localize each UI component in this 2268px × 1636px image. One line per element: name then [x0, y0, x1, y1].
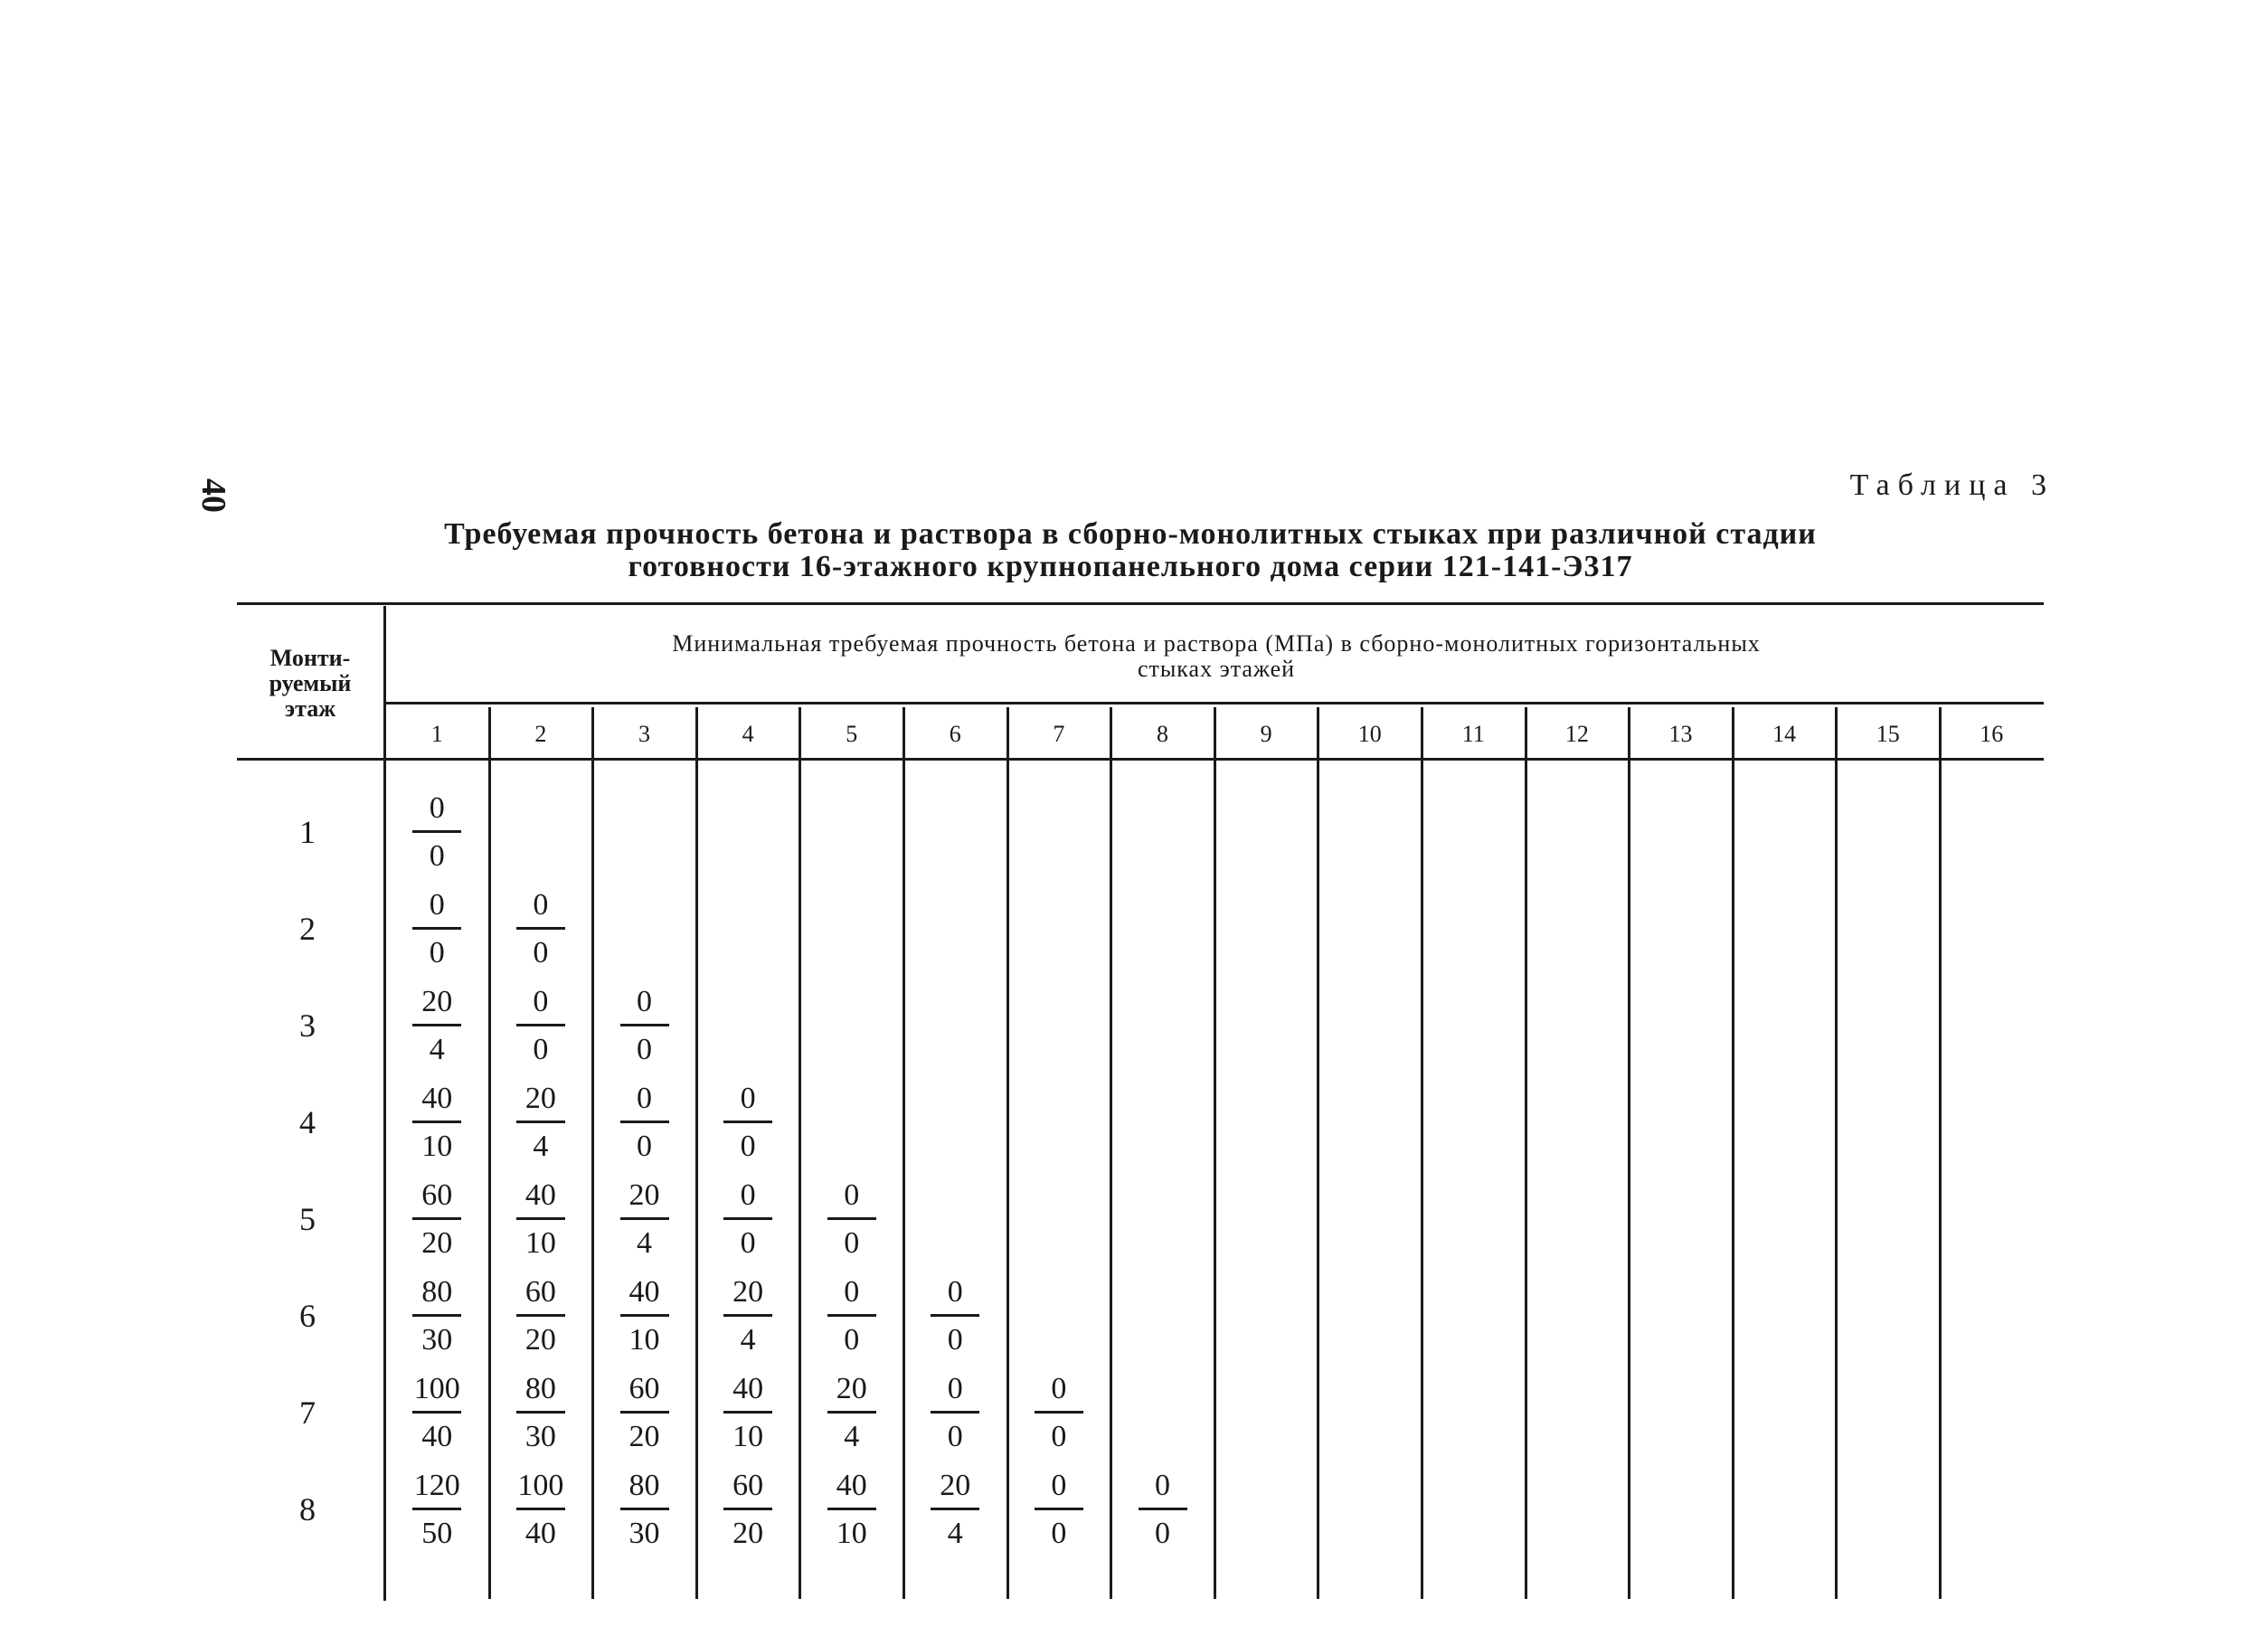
- mortar-strength-value: 4: [429, 1033, 445, 1066]
- concrete-strength-value: 40: [421, 1082, 453, 1115]
- fraction-bar: [412, 1411, 461, 1414]
- fraction-bar: [723, 1411, 772, 1414]
- floor-header-line-2: руемый: [269, 670, 352, 696]
- column-separator: [1214, 707, 1216, 1599]
- strength-fraction: [919, 1272, 991, 1360]
- column-separator: [488, 707, 491, 1599]
- concrete-strength-value: 0: [1051, 1372, 1067, 1405]
- strength-fraction: [609, 982, 681, 1070]
- column-separator: [1732, 707, 1734, 1599]
- strength-fraction: [401, 1369, 473, 1457]
- concrete-strength-value: 0: [429, 791, 445, 825]
- mortar-strength-value: 10: [421, 1130, 453, 1163]
- column-number-13: 13: [1668, 721, 1693, 747]
- fraction-bar: [412, 1508, 461, 1510]
- concrete-strength-value: 0: [637, 985, 652, 1018]
- column-separator: [1939, 707, 1942, 1599]
- concrete-strength-value: 40: [732, 1372, 764, 1405]
- floor-column-separator: [383, 606, 386, 1601]
- fraction-bar: [412, 1024, 461, 1026]
- fraction-bar: [620, 1217, 669, 1220]
- strength-fraction: [401, 885, 473, 973]
- fraction-bar: [931, 1411, 979, 1414]
- fraction-bar: [412, 1121, 461, 1123]
- table-top-rule: [237, 602, 2044, 605]
- strength-fraction: [816, 1466, 888, 1554]
- mortar-strength-value: 50: [421, 1517, 453, 1550]
- column-number-15: 15: [1876, 721, 1900, 747]
- floor-label: 4: [299, 1104, 316, 1140]
- strength-span-header: [389, 631, 2044, 682]
- concrete-strength-value: 80: [524, 1372, 556, 1405]
- concrete-strength-value: 0: [429, 888, 445, 922]
- concrete-strength-value: 0: [637, 1082, 652, 1115]
- fraction-bar: [620, 1121, 669, 1123]
- strength-fraction: [816, 1369, 888, 1457]
- fraction-bar: [1035, 1508, 1083, 1510]
- fraction-bar: [620, 1411, 669, 1414]
- mortar-strength-value: 4: [844, 1420, 860, 1453]
- table-caption-line-2: готовности 16-этажного крупнопанельного дома серии 121-141-Э317: [628, 550, 1633, 583]
- column-number-9: 9: [1260, 721, 1272, 747]
- mortar-strength-value: 0: [533, 1033, 549, 1066]
- header-bottom-rule: [237, 758, 2044, 761]
- mortar-strength-value: 0: [533, 936, 549, 969]
- fraction-bar: [516, 1024, 565, 1026]
- column-number-3: 3: [638, 721, 650, 747]
- floor-column-header: [237, 646, 383, 722]
- strength-fraction: [401, 982, 473, 1070]
- fraction-bar: [723, 1121, 772, 1123]
- strength-fraction: [609, 1466, 681, 1554]
- strength-fraction: [505, 1272, 577, 1360]
- concrete-strength-value: 60: [524, 1275, 556, 1309]
- fraction-bar: [516, 927, 565, 930]
- fraction-bar: [1139, 1508, 1187, 1510]
- column-number-10: 10: [1357, 721, 1382, 747]
- concrete-strength-value: 0: [533, 888, 549, 922]
- fraction-bar: [412, 830, 461, 833]
- strength-fraction: [919, 1369, 991, 1457]
- mortar-strength-value: 0: [637, 1130, 652, 1163]
- concrete-strength-value: 20: [940, 1469, 971, 1502]
- concrete-strength-value: 20: [421, 985, 453, 1018]
- column-separator: [591, 707, 594, 1599]
- strength-fraction: [712, 1466, 784, 1554]
- mortar-strength-value: 10: [732, 1420, 764, 1453]
- span-header-line-2: стыках этажей: [1137, 656, 1296, 682]
- fraction-bar: [412, 1314, 461, 1317]
- mortar-strength-value: 10: [628, 1323, 660, 1357]
- floor-label: 5: [299, 1201, 316, 1237]
- column-separator: [1525, 707, 1527, 1599]
- column-number-12: 12: [1564, 721, 1589, 747]
- strength-fraction: [505, 982, 577, 1070]
- fraction-bar: [516, 1508, 565, 1510]
- concrete-strength-value: 100: [413, 1372, 460, 1405]
- concrete-strength-value: 20: [628, 1178, 660, 1212]
- concrete-strength-value: 40: [524, 1178, 556, 1212]
- mortar-strength-value: 0: [740, 1226, 756, 1260]
- column-number-1: 1: [430, 721, 443, 747]
- concrete-strength-value: 0: [740, 1082, 756, 1115]
- floor-header-line-1: Монти-: [269, 645, 351, 671]
- column-separator: [1317, 707, 1319, 1599]
- strength-fraction: [401, 1272, 473, 1360]
- column-separator: [799, 707, 801, 1599]
- column-number-2: 2: [534, 721, 547, 747]
- concrete-strength-value: 40: [836, 1469, 867, 1502]
- strength-fraction: [609, 1272, 681, 1360]
- column-separator: [1835, 707, 1838, 1599]
- concrete-strength-value: 20: [836, 1372, 867, 1405]
- concrete-strength-value: 0: [947, 1275, 963, 1309]
- concrete-strength-value: 0: [844, 1275, 860, 1309]
- fraction-bar: [516, 1217, 565, 1220]
- mortar-strength-value: 4: [533, 1130, 549, 1163]
- mortar-strength-value: 0: [1051, 1517, 1067, 1550]
- mortar-strength-value: 4: [740, 1323, 756, 1357]
- fraction-bar: [827, 1411, 876, 1414]
- strength-fraction: [609, 1176, 681, 1263]
- concrete-strength-value: 80: [421, 1275, 453, 1309]
- fraction-bar: [412, 1217, 461, 1220]
- strength-fraction: [1023, 1369, 1095, 1457]
- floor-header-line-3: этаж: [284, 695, 336, 722]
- column-separator: [902, 707, 905, 1599]
- strength-fraction: [505, 1176, 577, 1263]
- fraction-bar: [516, 1314, 565, 1317]
- column-separator: [695, 707, 698, 1599]
- mortar-strength-value: 0: [740, 1130, 756, 1163]
- mortar-strength-value: 20: [421, 1226, 453, 1260]
- concrete-strength-value: 60: [628, 1372, 660, 1405]
- mortar-strength-value: 0: [947, 1420, 963, 1453]
- strength-fraction: [1127, 1466, 1199, 1554]
- fraction-bar: [723, 1217, 772, 1220]
- column-number-8: 8: [1156, 721, 1168, 747]
- mortar-strength-value: 0: [637, 1033, 652, 1066]
- column-number-5: 5: [846, 721, 858, 747]
- table-label: Таблица 3: [1849, 468, 2055, 502]
- strength-fraction: [401, 789, 473, 876]
- column-numbers-top-rule: [385, 702, 2044, 705]
- concrete-strength-value: 0: [533, 985, 549, 1018]
- span-header-line-1: Минимальная требуемая прочность бетона и раствора (МПа) в сборно-монолитных горизонтальных: [672, 630, 1761, 657]
- mortar-strength-value: 0: [844, 1226, 860, 1260]
- fraction-bar: [827, 1314, 876, 1317]
- mortar-strength-value: 4: [947, 1517, 963, 1550]
- column-number-11: 11: [1461, 721, 1485, 747]
- concrete-strength-value: 80: [628, 1469, 660, 1502]
- mortar-strength-value: 10: [836, 1517, 867, 1550]
- mortar-strength-value: 0: [1051, 1420, 1067, 1453]
- mortar-strength-value: 0: [947, 1323, 963, 1357]
- floor-label: 3: [299, 1007, 316, 1044]
- strength-fraction: [401, 1466, 473, 1554]
- fraction-bar: [412, 927, 461, 930]
- column-number-6: 6: [949, 721, 961, 747]
- concrete-strength-value: 0: [1051, 1469, 1067, 1502]
- fraction-bar: [931, 1314, 979, 1317]
- strength-fraction: [712, 1079, 784, 1167]
- concrete-strength-value: 0: [947, 1372, 963, 1405]
- strength-fraction: [919, 1466, 991, 1554]
- fraction-bar: [723, 1314, 772, 1317]
- fraction-bar: [827, 1508, 876, 1510]
- mortar-strength-value: 40: [421, 1420, 453, 1453]
- concrete-strength-value: 60: [421, 1178, 453, 1212]
- mortar-strength-value: 30: [524, 1420, 556, 1453]
- strength-fraction: [1023, 1466, 1095, 1554]
- mortar-strength-value: 30: [421, 1323, 453, 1357]
- concrete-strength-value: 100: [517, 1469, 564, 1502]
- strength-fraction: [712, 1272, 784, 1360]
- mortar-strength-value: 20: [732, 1517, 764, 1550]
- column-number-14: 14: [1772, 721, 1797, 747]
- concrete-strength-value: 20: [732, 1275, 764, 1309]
- strength-fraction: [712, 1369, 784, 1457]
- strength-fraction: [505, 885, 577, 973]
- column-number-16: 16: [1980, 721, 2004, 747]
- strength-fraction: [816, 1176, 888, 1263]
- fraction-bar: [931, 1508, 979, 1510]
- concrete-strength-value: 0: [1155, 1469, 1170, 1502]
- concrete-strength-value: 0: [740, 1178, 756, 1212]
- floor-label: 6: [299, 1298, 316, 1334]
- column-separator: [1421, 707, 1423, 1599]
- strength-fraction: [609, 1369, 681, 1457]
- table-caption-line-1: Требуемая прочность бетона и раствора в сборно-монолитных стыках при различной стадии: [444, 517, 1817, 551]
- fraction-bar: [516, 1411, 565, 1414]
- floor-label: 2: [299, 911, 316, 947]
- strength-fraction: [505, 1369, 577, 1457]
- mortar-strength-value: 40: [524, 1517, 556, 1550]
- mortar-strength-value: 20: [524, 1323, 556, 1357]
- mortar-strength-value: 0: [429, 936, 445, 969]
- fraction-bar: [723, 1508, 772, 1510]
- strength-fraction: [505, 1079, 577, 1167]
- floor-label: 7: [299, 1395, 316, 1431]
- mortar-strength-value: 10: [524, 1226, 556, 1260]
- mortar-strength-value: 30: [628, 1517, 660, 1550]
- fraction-bar: [827, 1217, 876, 1220]
- concrete-strength-value: 40: [628, 1275, 660, 1309]
- column-number-7: 7: [1053, 721, 1065, 747]
- fraction-bar: [620, 1314, 669, 1317]
- page-number: 40: [194, 478, 232, 513]
- concrete-strength-value: 120: [413, 1469, 460, 1502]
- strength-fraction: [712, 1176, 784, 1263]
- floor-label: 1: [299, 814, 316, 850]
- mortar-strength-value: 0: [844, 1323, 860, 1357]
- fraction-bar: [620, 1508, 669, 1510]
- fraction-bar: [516, 1121, 565, 1123]
- mortar-strength-value: 0: [1155, 1517, 1170, 1550]
- strength-fraction: [505, 1466, 577, 1554]
- concrete-strength-value: 60: [732, 1469, 764, 1502]
- mortar-strength-value: 0: [429, 839, 445, 873]
- strength-fraction: [816, 1272, 888, 1360]
- mortar-strength-value: 4: [637, 1226, 652, 1260]
- strength-fraction: [609, 1079, 681, 1167]
- column-separator: [1110, 707, 1112, 1599]
- strength-fraction: [401, 1176, 473, 1263]
- fraction-bar: [620, 1024, 669, 1026]
- concrete-strength-value: 0: [844, 1178, 860, 1212]
- column-separator: [1628, 707, 1630, 1599]
- floor-label: 8: [299, 1491, 316, 1527]
- fraction-bar: [1035, 1411, 1083, 1414]
- column-separator: [1006, 707, 1009, 1599]
- concrete-strength-value: 20: [524, 1082, 556, 1115]
- strength-fraction: [401, 1079, 473, 1167]
- mortar-strength-value: 20: [628, 1420, 660, 1453]
- column-number-4: 4: [742, 721, 754, 747]
